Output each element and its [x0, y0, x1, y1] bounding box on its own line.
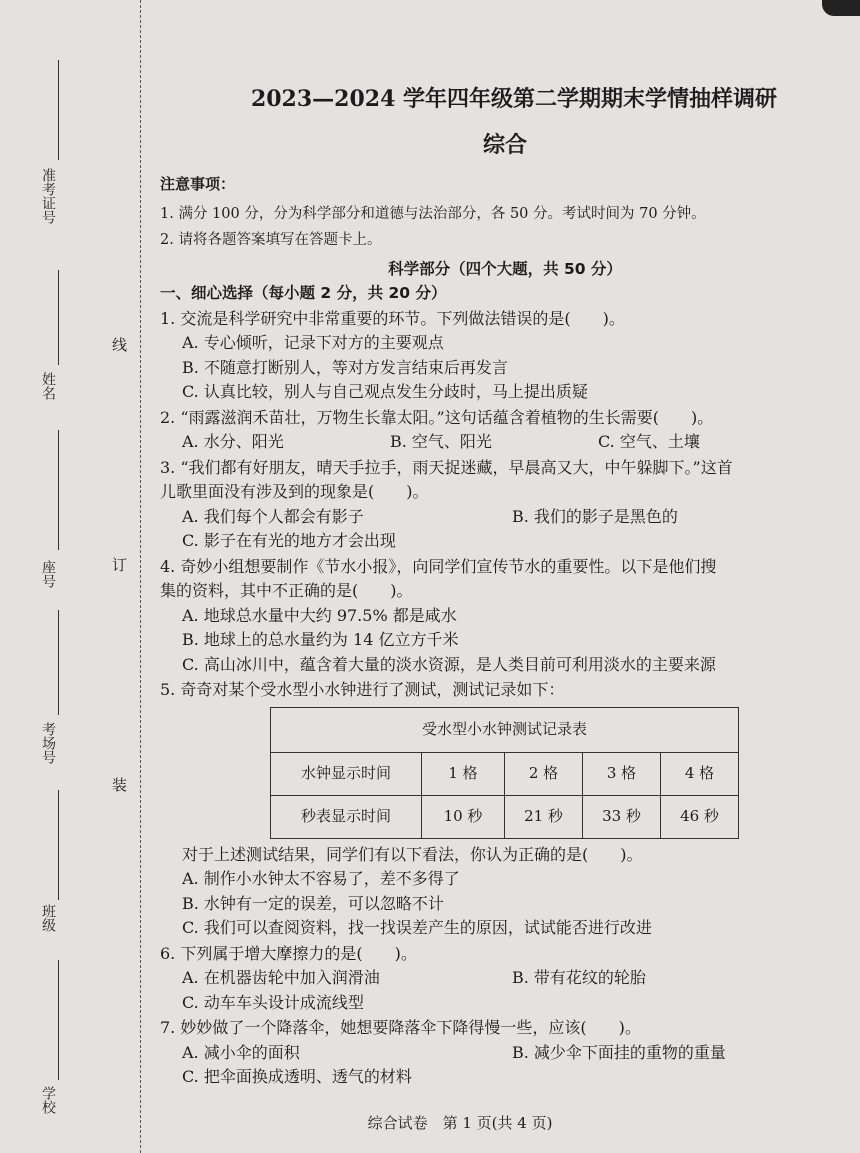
question-stem-cont: 对于上述测试结果，同学们有以下看法，你认为正确的是( )。: [182, 844, 643, 864]
school-line: [58, 960, 59, 1080]
question-stem: 2. “雨露滋润禾苗壮，万物生长靠太阳。”这句话蕴含着植物的生长需要( )。: [160, 407, 714, 427]
option-row: [160, 1041, 850, 1066]
label-name: 姓名: [40, 372, 56, 400]
option-c: C. 认真比较，别人与自己观点发生分歧时，马上提出质疑: [182, 382, 588, 401]
notice-item: 2. 请将各题答案填写在答题卡上。: [160, 231, 382, 248]
exam-title: 2023—2024 学年四年级第二学期期末学情抽样调研: [250, 86, 778, 112]
label-class: 班级: [40, 904, 56, 932]
table-cell: 33 秒: [583, 795, 661, 838]
question-5: [160, 678, 850, 941]
exam-content: [160, 84, 850, 1090]
question-stem: 6. 下列属于增大摩擦力的是( )。: [160, 943, 417, 963]
option-b: B. 带有花纹的轮胎: [512, 968, 646, 987]
option-a: A. 地球总水量中大约 97.5% 都是咸水: [182, 605, 457, 625]
question-3: [160, 456, 850, 554]
table-cell: 10 秒: [422, 795, 505, 838]
class-line: [58, 790, 59, 900]
cut-mark-line: 线: [112, 336, 128, 354]
exam-number-line: [58, 60, 59, 160]
option-b: B. 减少伞下面挂的重物的重量: [512, 1042, 726, 1062]
label-room: 考场号: [40, 722, 56, 764]
part-title: 一、细心选择（每小题 2 分，共 20 分）: [160, 284, 447, 302]
option-c: C. 高山冰川中，蕴含着大量的淡水资源，是人类目前可利用淡水的主要来源: [182, 654, 716, 674]
notice-title: 注意事项：: [160, 175, 236, 193]
option-c: C. 空气、土壤: [598, 432, 700, 451]
question-stem-cont: 儿歌里面没有涉及到的现象是( )。: [160, 482, 429, 501]
option-a: A. 在机器齿轮中加入润滑油: [182, 968, 380, 987]
option-a: A. 制作小水钟太不容易了，差不多得了: [182, 869, 460, 888]
option-c: C. 我们可以查阅资料，找一找误差产生的原因，试试能否进行改进: [182, 918, 652, 937]
question-stem: 7. 妙妙做了一个降落伞，她想要降落伞下降得慢一些，应该( )。: [160, 1018, 641, 1037]
option-b: B. 空气、阳光: [390, 432, 492, 451]
table-row-header: 水钟显示时间: [271, 752, 422, 795]
option-row: [160, 505, 850, 530]
question-2: [160, 406, 850, 455]
label-school: 学校: [40, 1086, 56, 1114]
question-1: [160, 307, 850, 405]
table-cell: 21 秒: [505, 795, 583, 838]
notice-item: 1. 满分 100 分，分为科学部分和道德与法治部分，各 50 分。考试时间为 70 分钟。: [160, 205, 706, 222]
label-exam-number: 准考证号: [40, 168, 56, 224]
question-7: [160, 1016, 850, 1090]
table-cell: 2 格: [505, 752, 583, 795]
notice-list: [160, 201, 850, 253]
label-seat: 座号: [40, 560, 56, 588]
table-caption: 受水型小水钟测试记录表: [271, 707, 739, 752]
seat-line: [58, 430, 59, 550]
question-stem: 1. 交流是科学研究中非常重要的环节。下列做法错误的是( )。: [160, 308, 625, 328]
binding-margin: [0, 0, 141, 1153]
water-clock-table: [270, 707, 739, 839]
option-b: B. 我们的影子是黑色的: [512, 506, 678, 526]
table-cell: 3 格: [583, 752, 661, 795]
option-a: A. 减小伞的面积: [182, 1042, 300, 1062]
option-row: [160, 430, 850, 455]
cut-mark-bind: 订: [112, 556, 128, 574]
page-footer: 综合试卷 第 1 页(共 4 页): [367, 1114, 553, 1132]
option-c: C. 把伞面换成透明、透气的材料: [182, 1067, 412, 1086]
question-stem: 5. 奇奇对某个受水型小水钟进行了测试，测试记录如下：: [160, 680, 565, 699]
option-b: B. 不随意打断别人，等对方发言结束后再发言: [182, 357, 508, 377]
question-6: [160, 942, 850, 1016]
option-b: B. 水钟有一定的误差，可以忽略不计: [182, 893, 444, 913]
question-4: [160, 555, 850, 678]
room-line: [58, 610, 59, 715]
option-a: A. 水分、阳光: [182, 432, 284, 451]
option-c: C. 影子在有光的地方才会出现: [182, 531, 396, 550]
cut-mark-staple: 装: [112, 776, 128, 794]
name-line: [58, 270, 59, 365]
option-a: A. 我们每个人都会有影子: [182, 506, 364, 526]
option-a: A. 专心倾听，记录下对方的主要观点: [182, 333, 444, 352]
question-stem-cont: 集的资料，其中不正确的是( )。: [160, 581, 413, 600]
page-corner: [822, 0, 860, 16]
table-cell: 1 格: [422, 752, 505, 795]
option-b: B. 地球上的总水量约为 14 亿立方千米: [182, 630, 459, 649]
section-title: 科学部分（四个大题，共 50 分）: [388, 259, 622, 278]
table-row-header: 秒表显示时间: [271, 795, 422, 838]
exam-subject: 综合: [482, 132, 527, 158]
table-cell: 46 秒: [661, 795, 739, 838]
option-c: C. 动车车头设计成流线型: [182, 992, 364, 1012]
question-stem: 3. “我们都有好朋友，晴天手拉手，雨天捉迷藏，早晨高又大，中午躲脚下。”这首: [160, 457, 733, 477]
option-row: [160, 966, 850, 991]
question-stem: 4. 奇妙小组想要制作《节水小报》，向同学们宣传节水的重要性。以下是他们搜: [160, 556, 717, 576]
table-cell: 4 格: [661, 752, 739, 795]
